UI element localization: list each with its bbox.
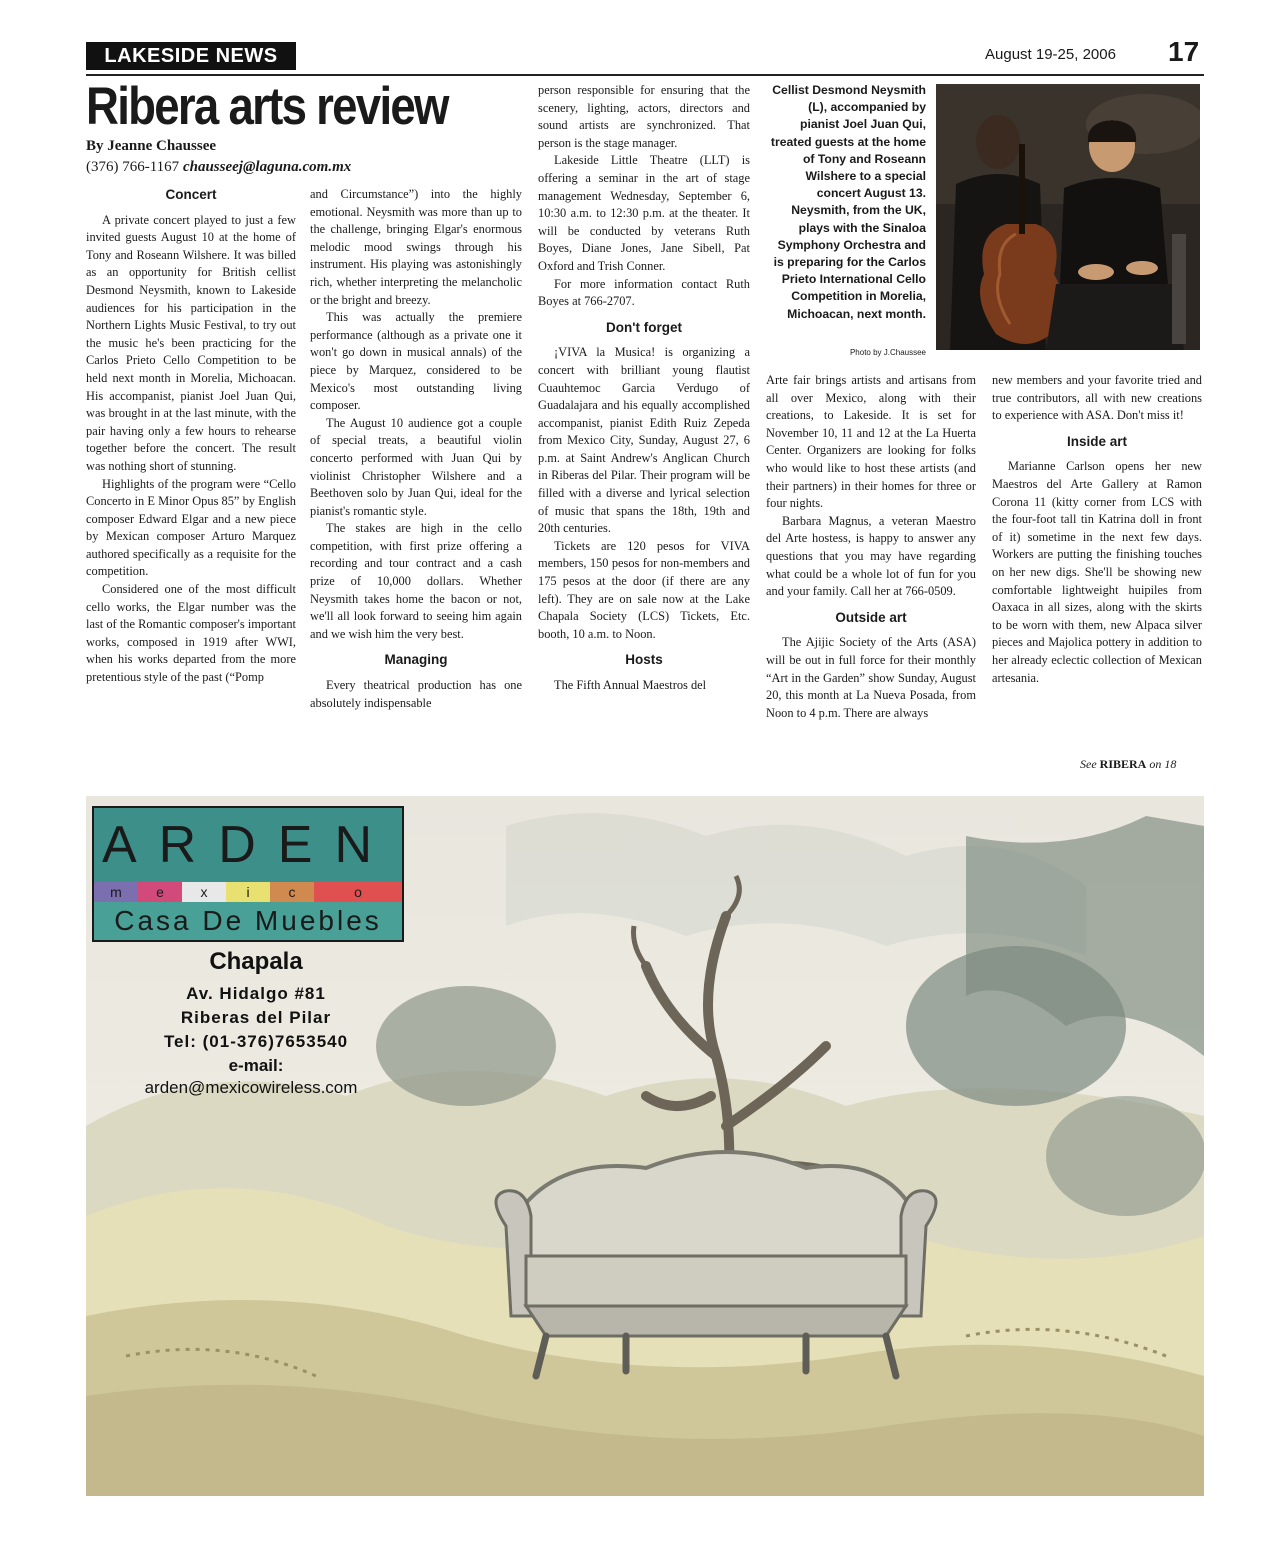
paragraph: Highlights of the program were “Cello Concerto in E Minor Opus 85” by English composer Edward Elgar and a new piece by Mexican composer Arturo Marquez authored specifically as a requisite for the competition. xyxy=(86,476,296,579)
section-tag: LAKESIDE NEWS xyxy=(86,42,296,70)
continued-prefix: See xyxy=(1080,757,1097,771)
paragraph: Lakeside Little Theatre (LLT) is offering a seminar in the art of stage management Wednesday, September 6, 10:30 a.m. to 12:30 p.m. at the theater. It will be conducted by veterans Ruth Boyes, Diane Jones, Jane Sibell, Pat Oxford and Trish Conner. xyxy=(538,153,750,273)
header-rule xyxy=(86,74,1204,76)
subhead-managing: Managing xyxy=(384,652,448,668)
paragraph: ¡VIVA la Musica! is organizing a concert with brilliant young flautist Cuauhtemoc Garcia Verdugo of Guadalajara and his equally accomplished accompanist, pianist Edith Ruiz Zepeda from Mexico City, Sunday, August 27, 6 p.m. at Saint Andrew's Anglican Church in Riberas del Pilar. Their program will be filled with a diverse and lyrical selection of music that spans the 18th, 19th and 20th centuries. xyxy=(538,345,750,536)
subhead-inside-art: Inside art xyxy=(1066,433,1128,449)
subhead-hosts: Hosts xyxy=(625,652,663,668)
continued-name: RIBERA xyxy=(1099,757,1147,771)
article-column-2 xyxy=(310,186,522,712)
page-number: 17 xyxy=(1168,36,1200,67)
paragraph: and Circumstance”) into the highly emotional. Neysmith was more than up to the challenge, bringing Elgar's enormous melodic mood swings through his instrument. His playing was astonishingly rich, whether interpreting the melancholic or the bright and breezy. xyxy=(310,187,522,307)
photo-caption: Cellist Desmond Neysmith (L), accompanied by pianist Joel Juan Qui, treated guests at the home of Tony and Roseann Wilshere to a special concert August 13. Neysmith, from the UK, plays with the Sinaloa Symphony Orchestra and is preparing for the Carlos Prieto International Cello Competition in Morelia, Michoacan, next month. xyxy=(770,83,926,321)
paragraph: new members and your favorite tried and true contributors, all with new creations to experience with ASA. Don't miss it! xyxy=(992,373,1202,423)
cellist-photo-illustration xyxy=(936,84,1200,350)
photo-credit: Photo by J.Chaussee xyxy=(849,348,926,357)
author-phone: (376) 766-1167 xyxy=(86,159,180,175)
arden-logo xyxy=(92,806,404,942)
paragraph: The stakes are high in the cello competition, with first prize offering a recording and tour contract and a cash prize of 10,000 dollars. Whether Neysmith takes home the bacon or not, we'll all look forward to seeing him again and we wish him the very best. xyxy=(310,521,522,641)
logo-letter: e xyxy=(138,882,182,902)
paragraph: Tickets are 120 pesos for VIVA members, 150 pesos for non-members and 175 pesos at the door (if there are any left). They are on sale now at the Lake Chapala Society (LCS) Tickets, Etc. booth, 10 a.m. to Noon. xyxy=(538,538,750,641)
article-column-3 xyxy=(538,82,750,695)
ad-address-1: Av. Hidalgo #81 xyxy=(186,984,326,1003)
paragraph: This was actually the premiere performance (although as a private one it won't go down in musical annals) of the piece by Marquez, considered to be Mexico's most outstanding living composer. xyxy=(310,310,522,413)
article-byline: By Jeanne Chaussee xyxy=(86,138,217,154)
ad-phone: Tel: (01-376)7653540 xyxy=(163,1032,349,1051)
cellist-photo xyxy=(936,84,1200,350)
paragraph: Considered one of the most difficult cello works, the Elgar number was the last of the Romantic composer's important works, composed in 1919 after WWI, when his works departed from the more pretentious style of the past (“Pomp xyxy=(86,582,296,685)
continued-suffix: on 18 xyxy=(1149,757,1177,771)
paragraph: The Fifth Annual Maestros del xyxy=(554,678,707,692)
article-column-5 xyxy=(992,372,1202,687)
logo-letter: m xyxy=(94,882,138,902)
ad-email-label: e-mail: xyxy=(228,1056,284,1075)
author-contact xyxy=(86,159,351,176)
article-headline: Ribera arts review xyxy=(86,77,448,136)
ad-email: arden@mexicowireless.com xyxy=(144,1078,358,1097)
arden-advertisement xyxy=(86,796,1204,1496)
paragraph: Marianne Carlson opens her new Maestros del Arte Gallery at Ramon Corona 11 (kitty corner from LCS with the four-foot tall tin Katrina doll in front of it) sometime in the next few days. Workers are putting the finishing touches on her new digs. She'll be showing new comfortable lightweight huipiles from Oaxaca in all sizes, along with the skirts to be worn with them, new Alpaca silver pieces and Majolica pottery in addition to her already eclectic collection of Mexican artesania. xyxy=(992,459,1202,685)
paragraph: The Ajijic Society of the Arts (ASA) will be out in full force for their monthly “Art in the Garden” show Sunday, August 20, this month at La Nueva Posada, from Noon to 4 p.m. There are always xyxy=(766,635,976,720)
logo-letter: o xyxy=(314,882,402,902)
paragraph: person responsible for ensuring that the scenery, lighting, actors, directors and sound artists are synchronized. That person is the stage manager. xyxy=(538,83,750,150)
logo-word: ARDEN xyxy=(94,808,402,882)
ad-city: Chapala xyxy=(209,948,303,975)
logo-tagline: Casa De Muebles xyxy=(94,902,402,940)
paragraph: A private concert played to just a few invited guests August 10 at the home of Tony and Roseann Wilshere. It was billed as an opportunity for British cellist Desmond Neysmith, known to Lakeside audiences for his participation in the Northern Lights Music Festival, to try out the music he's been practicing for the Carlos Prieto Cello Competition to be held next month in Morelia, Michoacan. His accompanist, pianist Joel Juan Qui, was brought in at the last minute, with the pair having only a few hours to rehearse together before the concert. The result was nothing short of stunning. xyxy=(86,212,296,473)
logo-letter: i xyxy=(226,882,270,902)
subhead-concert: Concert xyxy=(165,187,217,202)
paragraph: Barbara Magnus, a veteran Maestro del Arte hostess, is happy to answer any questions that you may have regarding what could be a whole lot of fun for you and your family. Call her at 766-0509. xyxy=(766,513,976,599)
paragraph: Arte fair brings artists and artisans from all over Mexico, along with their creations, to Lakeside. It is set for November 10, 11 and 12 at the La Huerta Center. Organizers are looking for folks who would like to host these artists (and their partners) in their homes for three or four nights. xyxy=(766,373,976,511)
article-column-1 xyxy=(86,186,296,687)
paragraph: For more information contact Ruth Boyes at 766-2707. xyxy=(538,276,750,309)
issue-date: August 19-25, 2006 xyxy=(985,46,1116,63)
logo-letter-strip xyxy=(94,882,402,902)
logo-letter: x xyxy=(182,882,226,902)
logo-letter: c xyxy=(270,882,314,902)
article-column-4 xyxy=(766,372,976,722)
continued-reference xyxy=(1080,757,1176,772)
subhead-outside-art: Outside art xyxy=(835,609,907,625)
paragraph: The August 10 audience got a couple of special treats, a beautiful violin concerto performed with Juan Qui by violinist Christopher Wilshere and a Beethoven solo by Juan Qui, ideal for the pianist's romantic style. xyxy=(310,415,522,518)
ad-address-2: Riberas del Pilar xyxy=(180,1008,332,1027)
subhead-dont-forget: Don't forget xyxy=(606,319,682,335)
paragraph: Every theatrical production has one absolutely indispensable xyxy=(310,678,522,710)
author-email: chausseej@laguna.com.mx xyxy=(182,159,352,175)
